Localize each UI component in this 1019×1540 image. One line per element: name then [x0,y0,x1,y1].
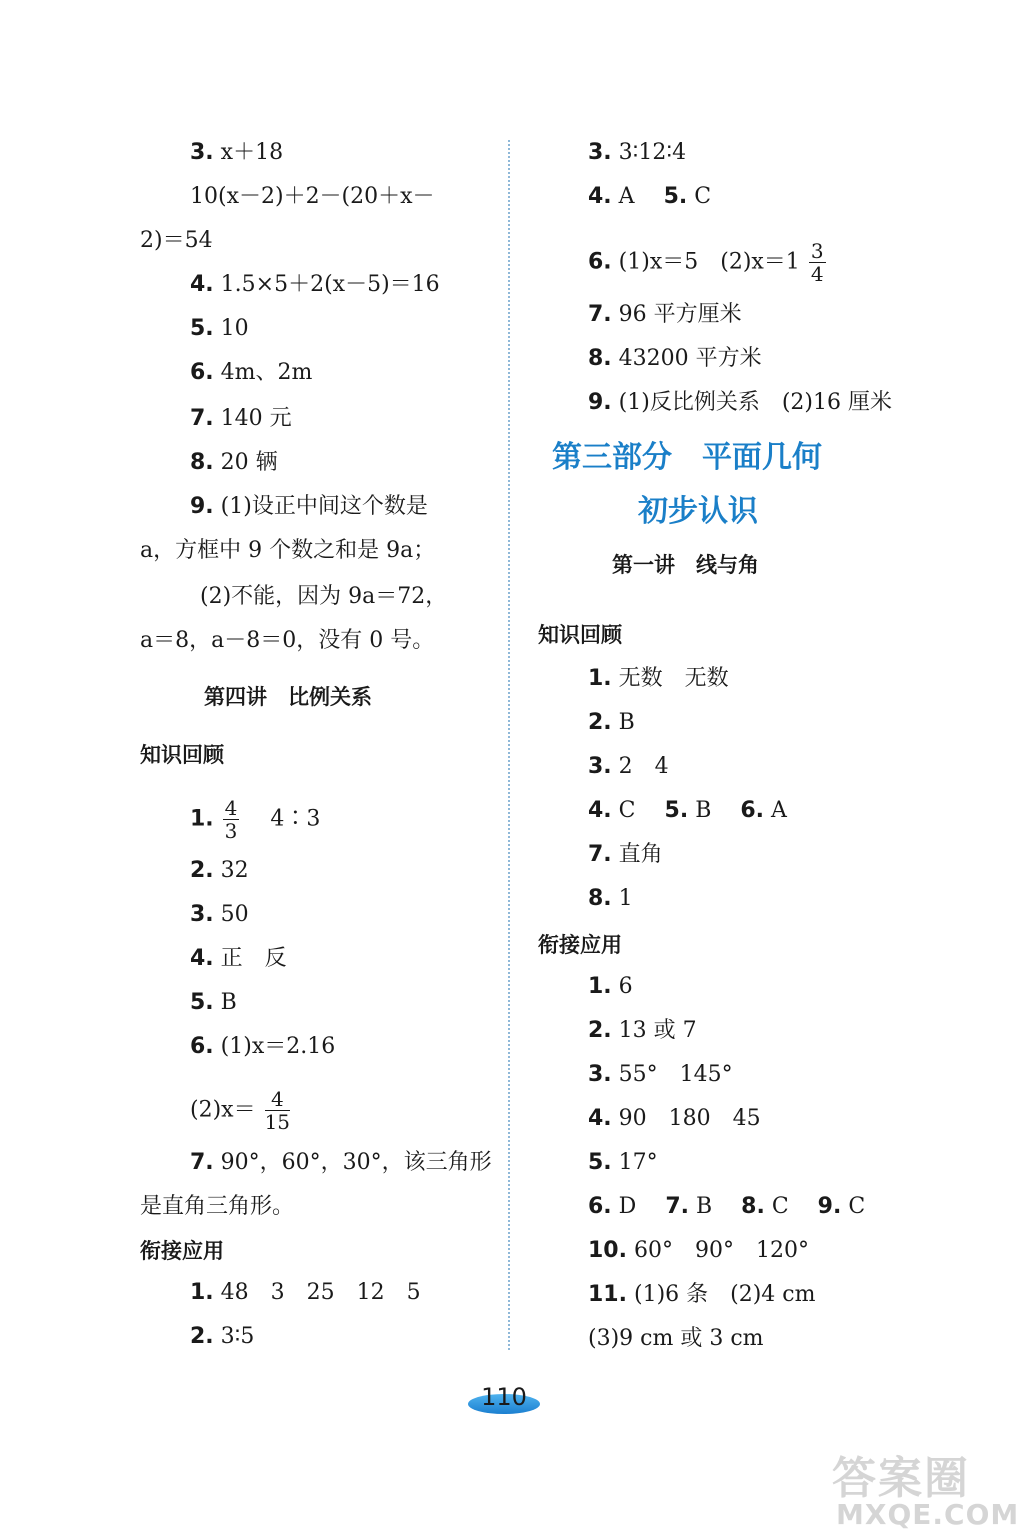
left-item-7: 7. 140 元 [190,406,292,431]
part3-title-line2: 初步认识 [638,494,758,529]
part3-review-item-2: 2. B [588,710,635,735]
watermark-logo-text: 答案圈 [832,1453,970,1504]
part3-review-item-3: 3. 2 4 [588,754,669,779]
watermark-logo [832,1442,1019,1534]
part3-review-item-4-6: 4. C 5. B 6. A [588,798,787,823]
lecture4-review-item-7-cont: 是直角三角形。 [140,1194,295,1219]
fraction: $\frac{3}{4}$ [810,239,824,286]
part3-review-item-1: 1. 无数 无数 [588,666,729,691]
left-item-3: 3. x＋18 [190,140,284,165]
lecture4-review-item-6b: (2)x＝ $\frac{4}{15}$ [190,1087,291,1134]
part3-apply-item-10: 10. 60° 90° 120° [588,1238,809,1263]
fraction: $\frac{4}{3}$ [224,796,238,843]
left-item-9: 9. (1)设正中间这个数是 [190,494,428,519]
left-line-9-cont-1: a，方框中 9 个数之和是 9a； [140,538,436,563]
fraction: $\frac{4}{15}$ [264,1087,291,1134]
page-number: 110 [481,1383,527,1411]
lecture4-review-heading: 知识回顾 [140,743,224,767]
left-item-5: 5. 10 [190,316,249,341]
left-line-9-cont-2: (2)不能，因为 9a＝72， [200,584,448,609]
part3-apply-item-11-cont: (3)9 cm 或 3 cm [588,1326,764,1351]
page-number-badge [468,1382,540,1416]
part3-apply-item-11: 11. (1)6 条 (2)4 cm [588,1282,816,1307]
part3-review-item-8: 8. 1 [588,886,633,911]
part3-title-line1: 第三部分 平面几何 [552,440,822,475]
left-item-4: 4. 1.5×5＋2(x－5)＝16 [190,272,440,297]
left-item-8: 8. 20 辆 [190,450,278,475]
part3-apply-heading: 衔接应用 [538,933,622,957]
part3-apply-item-3: 3. 55° 145° [588,1062,733,1087]
part3-lecture1-title: 第一讲 线与角 [612,553,759,577]
lecture4-apply-heading: 衔接应用 [140,1239,224,1263]
part3-apply-item-6-9: 6. D 7. B 8. C 9. C [588,1194,866,1219]
lecture4-review-item-4: 4. 正 反 [190,946,287,971]
left-line-equation-1: 10(x－2)＋2－(20＋x－ [190,184,435,209]
part3-review-item-7: 7. 直角 [588,842,663,867]
lecture4-apply-item-1: 1. 48 3 25 12 5 [190,1280,421,1305]
lecture4-review-item-3: 3. 50 [190,902,249,927]
right-item-8: 8. 43200 平方米 [588,346,762,371]
lecture4-review-item-7: 7. 90°，60°，30°，该三角形 [190,1150,492,1175]
part3-apply-item-2: 2. 13 或 7 [588,1018,697,1043]
lecture4-review-item-1: 1. $\frac{4}{3}$ 4∶3 [190,796,321,843]
right-item-6: 6. (1)x＝5 (2)x＝1 $\frac{3}{4}$ [588,239,824,286]
left-line-9-cont-3: a＝8，a－8＝0，没有 0 号。 [140,628,435,653]
lecture4-review-item-6: 6. (1)x＝2.16 [190,1034,336,1059]
lecture4-review-item-2: 2. 32 [190,858,249,883]
part3-apply-item-1: 1. 6 [588,974,633,999]
right-item-4-5: 4. A 5. C [588,184,712,209]
lecture4-apply-item-2: 2. 3∶5 [190,1324,255,1349]
left-line-equation-2: 2)＝54 [140,228,213,253]
part3-apply-item-4: 4. 90 180 45 [588,1106,761,1131]
lecture4-review-item-5: 5. B [190,990,237,1015]
lecture4-title: 第四讲 比例关系 [204,685,372,709]
left-item-6: 6. 4m、2m [190,360,313,385]
right-item-7: 7. 96 平方厘米 [588,302,742,327]
watermark-site-text: MXQE.COM [836,1498,1019,1531]
column-divider [508,140,510,1350]
right-item-3: 3. 3∶12∶4 [588,140,687,165]
part3-apply-item-5: 5. 17° [588,1150,658,1175]
part3-review-heading: 知识回顾 [538,623,622,647]
right-item-9: 9. (1)反比例关系 (2)16 厘米 [588,390,892,415]
